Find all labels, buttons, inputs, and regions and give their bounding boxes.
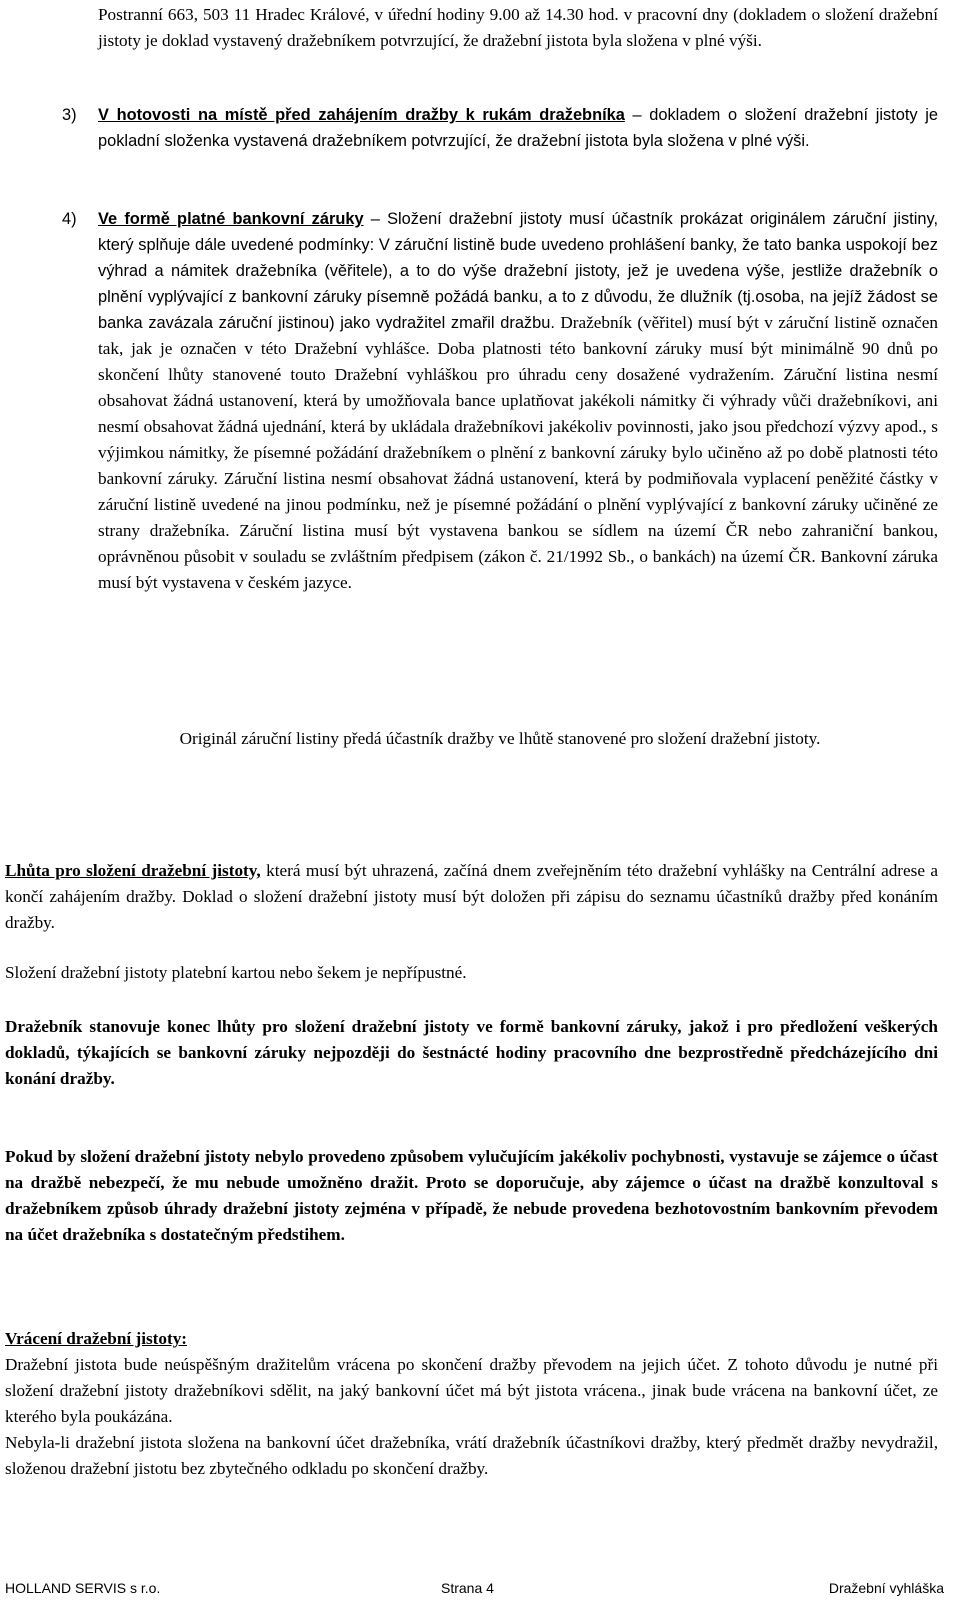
item-4-text: – Složení dražební jistoty musí účastník prokázat originálem záruční jistiny, který splňuje dále uvedené podmínky: V záruční listině bude uvedeno prohlášení banky, že tato banka uspokojí bez výhrad a námitek dražebníka (věřitele), a to do výše dražební jistoty, jež je uvedena výše, jestliže dražebník o plnění vyplývající z bankovní záruky písemně požádá banku, a to z důvodu, že dlužník (tj.osoba, na jejíž žádost se banka zavázala záruční jistinou) jako vydražitel zmařil dražbu. — [98, 210, 939, 332]
item-3-text: – dokladem o složení dražební jistoty je pokladní složenka vystavená dražebníkem potvrzující, že dražební jistota byla složena v plné výši. — [98, 106, 938, 150]
footer-company: HOLLAND SERVIS s r.o. — [5, 1580, 161, 1596]
footer-doc-title: Dražební vyhláška — [828, 1580, 944, 1596]
refund-paragraph-2: Nebyla-li dražební jistota složena na bankovní účet dražebníka, vrátí dražebník účastníkovi dražby, který předmět dražby nevydražil, složenou dražební jistotu bez zbytečného odkladu po skončení dražby. — [5, 1433, 938, 1478]
bold-paragraph-deadline: Dražebník stanovuje konec lhůty pro složení dražební jistoty ve formě bankovní záruky, jakož i pro předložení veškerých dokladů, týkajících se bankovní záruky nejpozději do šestnácté hodiny pracovního dne bezprostředně předcházejícího dni konání dražby. — [5, 1017, 938, 1088]
card-note: Složení dražební jistoty platební kartou nebo šekem je nepřípustné. — [5, 963, 467, 982]
refund-heading: Vrácení dražební jistoty: — [5, 1329, 188, 1348]
item-4-heading: Ve formě platné bankovní záruky — [98, 210, 364, 228]
bold-paragraph-warning: Pokud by složení dražební jistoty nebylo provedeno způsobem vylučujícím jakékoliv pochybnosti, vystavuje se zájemce o účast na dražbě nebezpečí, že mu nebude umožněno dražit. Proto se doporučuje, aby zájemce o účast na dražbě konzultoval s dražebníkem způsob úhrady dražební jistoty zejména v případě, že nebude provedena bezhotovostním bankovním převodem na účet dražebníka s dostatečným předstihem. — [5, 1147, 938, 1244]
intro-paragraph: Postranní 663, 503 11 Hradec Králové, v úřední hodiny 9.00 až 14.30 hod. v pracovní dny (dokladem o složení dražební jistoty je doklad vystavený dražebníkem potvrzující, že dražební jistota byla složena v plné výši. — [98, 5, 938, 50]
item-4-paragraph — [98, 206, 938, 596]
item-4-text-continued: Dražebník (věřitel) musí být v záruční listině označen tak, jak je označen v této Dražební vyhlášce. Doba platnosti této bankovní záruky musí být minimálně 90 dnů po skončení lhůty stanovené touto Dražební vyhláškou pro úhradu ceny dosažené vydražením. Záruční listina nesmí obsahovat žádná ustanovení, která by umožňovala bance uplatňovat jakékoli námitky či výhrady vůči dražebníkovi, ani nesmí obsahovat žádná ujednání, která by ukládala dražebníkovi jakékoliv povinnosti, jako jsou předchozí výzvy apod., s výjimkou námitky, že písemné požádání dražebníkem o plnění z bankovní záruky bylo učiněno až po době platnosti této bankovní záruky. Záruční listina nesmí obsahovat žádná ustanovení, která by podmiňovala vyplacení peněžité částky v záruční listině uvedené na jinou podmínku, než je písemné požádání o plnění vyplývající z bankovní záruky učiněné ze strany dražebníka. Záruční listina musí být vystavena bankou se sídlem na území ČR nebo zahraniční bankou, oprávněnou působit v souladu se zvláštním předpisem (zákon č. 21/1992 Sb., o bankách) na území ČR. Bankovní záruka musí být vystavena v českém jazyce. — [98, 313, 938, 592]
refund-paragraph-1: Dražební jistota bude neúspěšným dražitelům vrácena po skončení dražby převodem na jejich účet. Z tohoto důvodu je nutné při složení dražební jistoty dražebníkovi sdělit, na jaký bankovní účet má být jistota vrácena., jinak bude vrácena na bankovní účet, ze kterého byla poukázána. — [5, 1355, 938, 1426]
footer-page-number: Strana 4 — [441, 1580, 494, 1596]
item-4-number: 4) — [62, 210, 77, 228]
item-3-paragraph — [98, 102, 938, 154]
deadline-heading: Lhůta pro složení dražební jistoty, — [5, 861, 261, 880]
page-footer — [0, 1578, 960, 1598]
item-3-number: 3) — [62, 106, 77, 124]
original-note: Originál záruční listiny předá účastník dražby ve lhůtě stanovené pro složení dražební jistoty. — [179, 729, 821, 748]
deadline-text: která musí být uhrazená, začíná dnem zveřejněním této dražební vyhlášky na Centrální adrese a končí zahájením dražby. Doklad o složení dražební jistoty musí být doložen při zápisu do seznamu účastníků dražby před konáním dražby. — [5, 861, 938, 932]
item-3-heading: V hotovosti na místě před zahájením dražby k rukám dražebníka — [98, 106, 625, 124]
deadline-paragraph — [5, 858, 938, 936]
